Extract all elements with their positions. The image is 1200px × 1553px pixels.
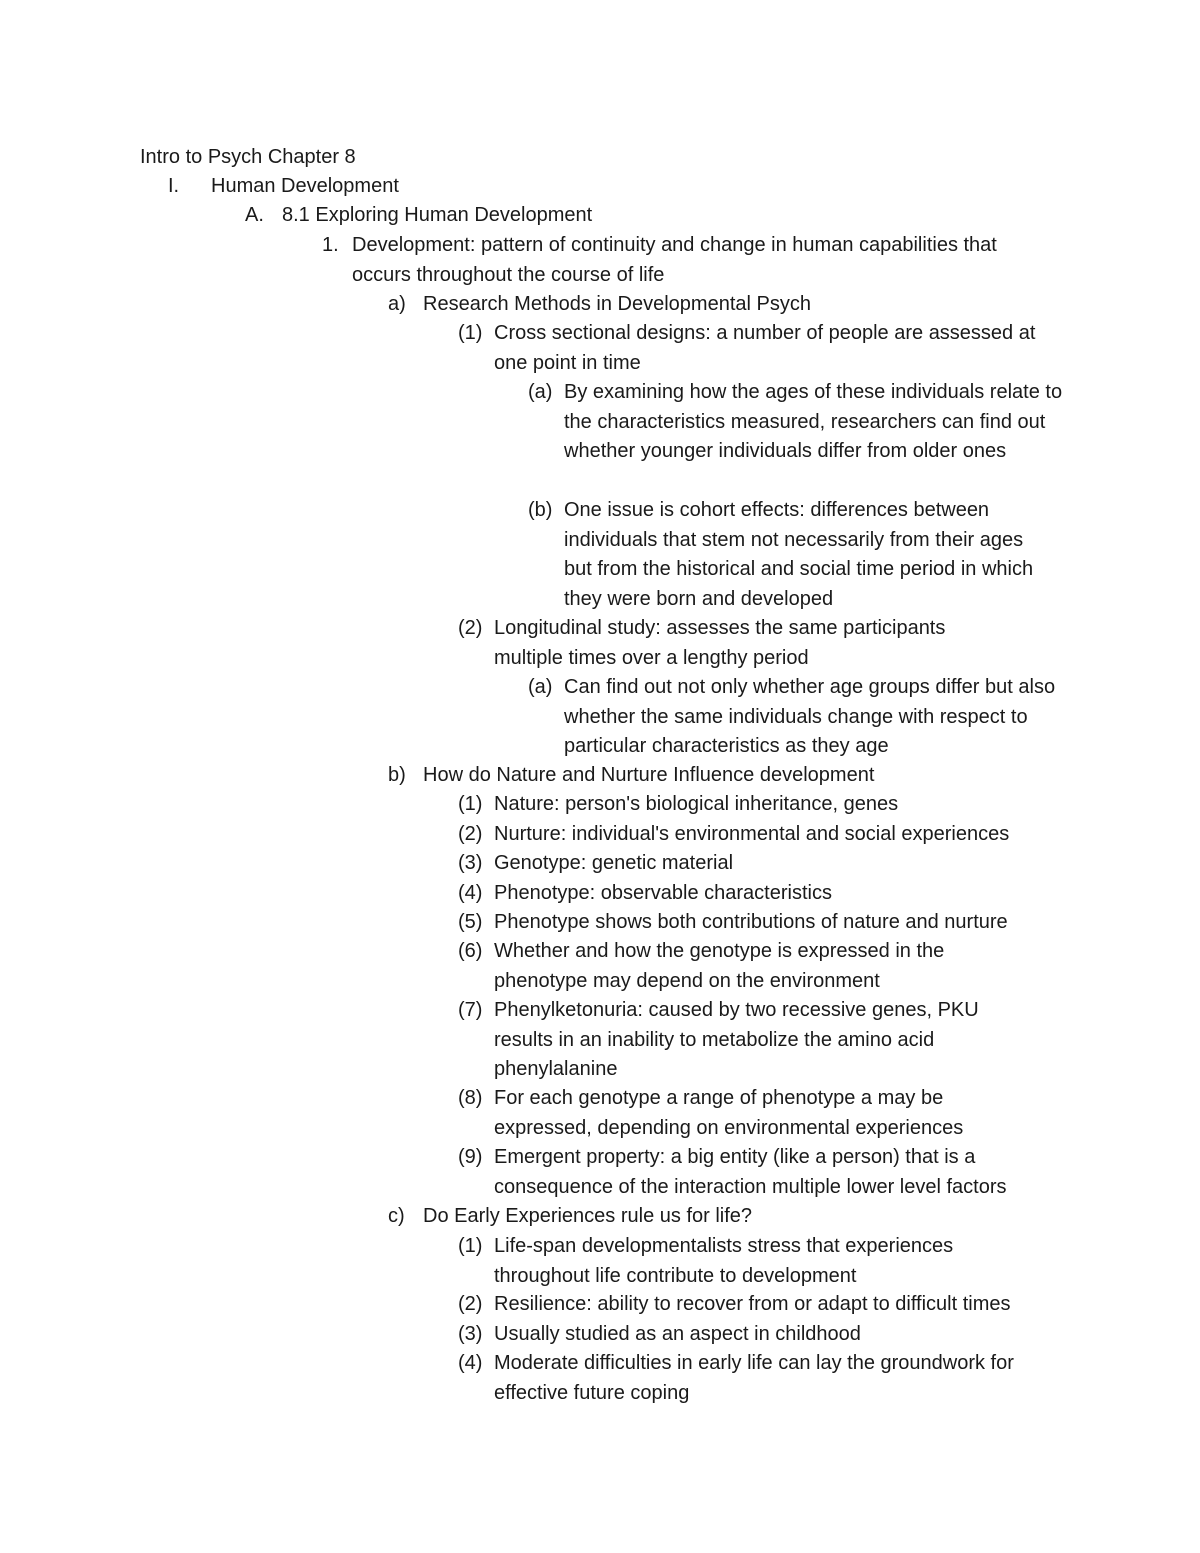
outline-text: Research Methods in Developmental Psych [423,293,811,315]
outline-item-level-5 [458,319,1069,378]
outline-marker: (3) [458,1323,483,1345]
outline-item-level-1 [168,172,961,202]
outline-marker: c) [388,1205,405,1227]
outline-item-level-5 [458,849,1094,879]
outline-text: By examining how the ages of these individuals relate to the characteristics measured, researchers can find out whether younger individuals differ from older ones [564,381,1063,463]
outline-marker: (1) [458,322,483,344]
outline-marker: (8) [458,1087,483,1109]
outline-item-level-5 [458,820,1094,850]
outline-item-level-2 [245,201,1042,231]
outline-text: Cross sectional designs: a number of people are assessed at one point in time [494,322,1036,374]
outline-item-level-4 [388,290,1063,320]
outline-item-level-5 [458,790,1094,820]
outline-marker: (2) [458,823,483,845]
outline-marker: (1) [458,1235,483,1257]
outline-text: Moderate difficulties in early life can lay the groundwork for effective future coping [494,1352,1014,1404]
document-title: Intro to Psych Chapter 8 [140,146,356,168]
outline-text: Usually studied as an aspect in childhood [494,1323,861,1345]
outline-text: Nature: person's biological inheritance, genes [494,793,899,815]
outline-marker: (2) [458,617,483,639]
outline-marker: (6) [458,940,483,962]
outline-marker: (4) [458,882,483,904]
outline-item-level-4 [388,1202,1063,1232]
outline-marker: (5) [458,911,483,933]
outline-marker: I. [168,175,180,197]
outline-item-level-5 [458,1143,1054,1202]
outline-marker: (9) [458,1146,483,1168]
outline-marker: A. [245,204,264,226]
outline-marker: (7) [458,999,483,1021]
outline-text: Phenotype shows both contributions of nature and nurture [494,911,1008,933]
outline-item-level-3 [322,231,1058,290]
outline-text: For each genotype a range of phenotype a may be expressed, depending on environmental experiences [494,1087,964,1139]
outline-marker: (a) [528,381,553,403]
outline-marker: b) [388,764,406,786]
outline-item-level-6 [528,496,1054,614]
outline-item-level-5 [458,1320,1094,1350]
outline-text: Do Early Experiences rule us for life? [423,1205,753,1227]
outline-marker: (3) [458,852,483,874]
outline-item-level-5 [458,937,994,996]
outline-text: How do Nature and Nurture Influence development [423,764,875,786]
outline-item-level-5 [458,614,1014,673]
outline-marker: (b) [528,499,553,521]
outline-text: Longitudinal study: assesses the same participants multiple times over a lengthy period [494,617,946,669]
outline-marker: (4) [458,1352,483,1374]
outline-text: Life-span developmentalists stress that experiences throughout life contribute to development [494,1235,954,1287]
outline-item-level-5 [458,908,1094,938]
outline-item-level-4 [388,761,1063,791]
outline-text: Can find out not only whether age groups differ but also whether the same individuals change with respect to particular characteristics as they age [564,676,1056,758]
outline-text: Nurture: individual's environmental and social experiences [494,823,1010,845]
outline-text: 8.1 Exploring Human Development [282,204,593,226]
outline-item-level-5 [458,1232,994,1291]
outline-text: Phenylketonuria: caused by two recessive genes, PKU results in an inability to metabolize the amino acid phenylalanine [494,999,979,1081]
outline-marker: 1. [322,234,339,256]
outline-item-level-5 [458,879,1094,909]
outline-item-level-5 [458,1290,1094,1320]
outline-marker: a) [388,293,406,315]
outline-item-level-6 [528,378,1064,467]
outline-text: Human Development [211,175,399,197]
outline-item-level-5 [458,996,1024,1085]
outline-text: Phenotype: observable characteristics [494,882,832,904]
outline-text: Genotype: genetic material [494,852,734,874]
outline-text: Development: pattern of continuity and change in human capabilities that occurs throughout the course of life [352,234,997,286]
outline-item-level-5 [458,1349,1069,1408]
outline-text: One issue is cohort effects: differences between individuals that stem not necessarily from their ages but from the historical and social time period in which they were born and developed [564,499,1034,610]
outline-item-level-5 [458,1084,1014,1143]
outline-text: Emergent property: a big entity (like a person) that is a consequence of the interaction multiple lower level factors [494,1146,1007,1198]
outline-text: Whether and how the genotype is expressed in the phenotype may depend on the environment [494,940,945,992]
outline-item-level-6 [528,673,1064,762]
outline-marker: (1) [458,793,483,815]
outline-text: Resilience: ability to recover from or adapt to difficult times [494,1293,1011,1315]
outline-marker: (2) [458,1293,483,1315]
outline-marker: (a) [528,676,553,698]
